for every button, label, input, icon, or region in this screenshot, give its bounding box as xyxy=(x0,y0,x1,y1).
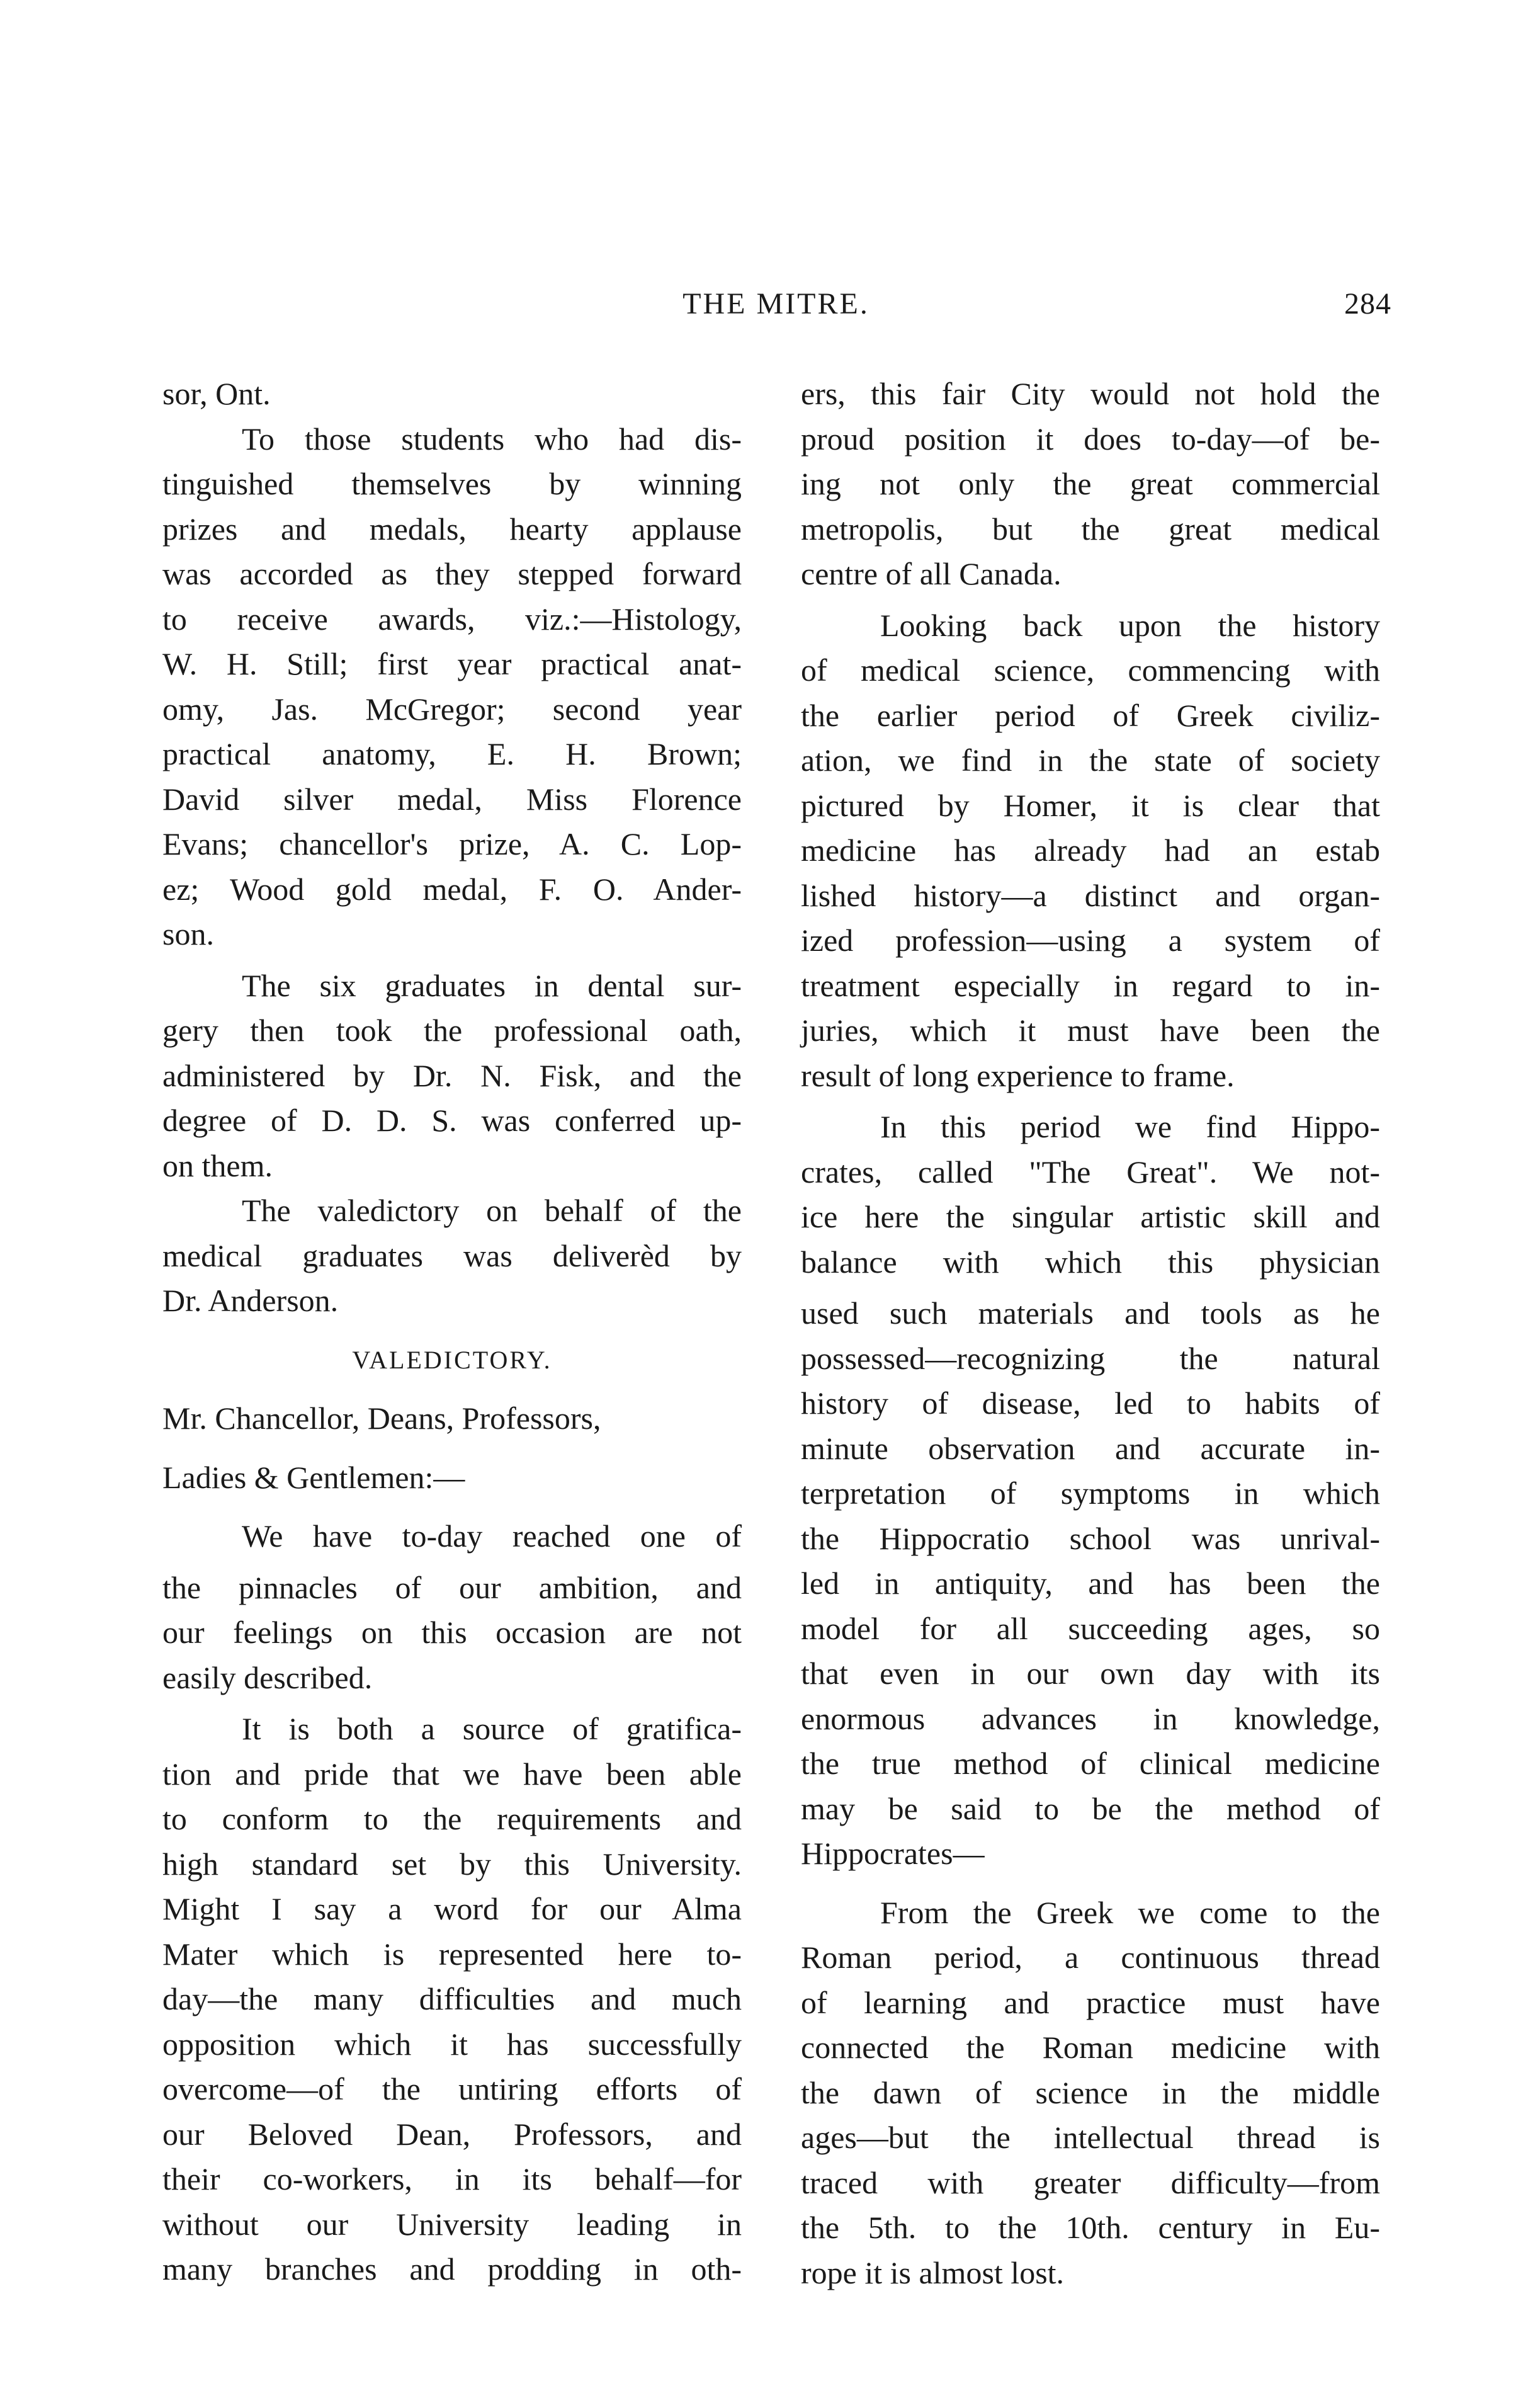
text-line: day—the many difficulties and much xyxy=(162,1981,742,2016)
text-line: The six graduates in dental sur- xyxy=(242,967,742,1003)
text-line: tinguished themselves by winning xyxy=(162,466,742,501)
text-line: proud position it does to-day—of be- xyxy=(801,421,1380,457)
text-line: sor, Ont. xyxy=(162,376,271,411)
text-line: to conform to the requirements and xyxy=(162,1801,742,1836)
text-line: that even in our own day with its xyxy=(801,1656,1380,1691)
text-line: centre of all Canada. xyxy=(801,556,1062,591)
text-line: balance with which this physician xyxy=(801,1244,1380,1280)
text-line: on them. xyxy=(162,1147,273,1183)
text-line: led in antiquity, and has been the xyxy=(801,1566,1380,1601)
running-title: THE MITRE. xyxy=(682,287,869,321)
text-line: degree of D. D. S. was conferred up- xyxy=(162,1103,742,1138)
text-line: rope it is almost lost. xyxy=(801,2254,1065,2290)
text-line: the earlier period of Greek civiliz- xyxy=(801,697,1380,733)
text-line: connected the Roman medicine with xyxy=(801,2030,1380,2065)
text-line: was accorded as they stepped forward xyxy=(162,556,742,591)
text-line: used such materials and tools as he xyxy=(801,1295,1380,1331)
text-line: our Beloved Dean, Professors, and xyxy=(162,2116,742,2152)
text-line: treatment especially in regard to in- xyxy=(801,967,1380,1003)
text-line: without our University leading in xyxy=(162,2206,742,2242)
text-line: Evans; chancellor's prize, A. C. Lop- xyxy=(162,826,742,861)
text-line: We have to-day reached one of xyxy=(242,1518,742,1554)
text-line: metropolis, but the great medical xyxy=(801,511,1380,547)
page-header xyxy=(161,287,1391,331)
text-line: ages—but the intellectual thread is xyxy=(801,2120,1380,2155)
text-line: the Hippocratio school was unrival- xyxy=(801,1520,1380,1556)
text-line: Might I say a word for our Alma xyxy=(162,1891,742,1926)
text-line: enormous advances in knowledge, xyxy=(801,1700,1380,1736)
text-line: practical anatomy, E. H. Brown; xyxy=(162,736,742,771)
text-line: to receive awards, viz.:—Histology, xyxy=(162,601,742,637)
text-line: Ladies & Gentlemen:— xyxy=(162,1459,465,1495)
text-line: model for all succeeding ages, so xyxy=(801,1610,1380,1646)
left-column xyxy=(162,372,742,2292)
text-line: administered by Dr. N. Fisk, and the xyxy=(162,1057,742,1093)
text-line: easily described. xyxy=(162,1659,373,1695)
text-line: omy, Jas. McGregor; second year xyxy=(162,691,742,727)
text-line: of learning and practice must have xyxy=(801,1984,1380,2020)
text-line: pictured by Homer, it is clear that xyxy=(801,787,1380,823)
text-line: terpretation of symptoms in which xyxy=(801,1475,1380,1511)
text-line: ation, we find in the state of society xyxy=(801,742,1380,778)
text-line: Roman period, a continuous thread xyxy=(801,1940,1380,1975)
text-line: may be said to be the method of xyxy=(801,1790,1380,1826)
right-column xyxy=(801,372,1380,2295)
text-line: gery then took the professional oath, xyxy=(162,1013,742,1048)
text-line: ing not only the great commercial xyxy=(801,466,1380,501)
text-line: To those students who had dis- xyxy=(242,421,742,457)
text-line: our feelings on this occasion are not xyxy=(162,1615,742,1650)
text-line: traced with greater difficulty—from xyxy=(801,2164,1380,2200)
page-number: 284 xyxy=(1344,287,1391,321)
text-line: Dr. Anderson. xyxy=(162,1283,339,1318)
text-line: juries, which it must have been the xyxy=(801,1013,1380,1048)
text-line: From the Greek we come to the xyxy=(880,1894,1380,1930)
text-line: of medical science, commencing with xyxy=(801,652,1380,688)
text-line: the pinnacles of our ambition, and xyxy=(162,1569,742,1605)
text-line: minute observation and accurate in- xyxy=(801,1430,1380,1466)
text-line: opposition which it has successfully xyxy=(162,2026,742,2062)
text-line: medicine has already had an estab xyxy=(801,833,1380,868)
text-line: result of long experience to frame. xyxy=(801,1057,1235,1093)
text-line: the true method of clinical medicine xyxy=(801,1746,1380,1781)
text-line: son. xyxy=(162,916,214,952)
text-line: crates, called "The Great". We not- xyxy=(801,1154,1380,1190)
text-line: ized profession—using a system of xyxy=(801,923,1380,958)
text-line: the dawn of science in the middle xyxy=(801,2074,1380,2110)
text-line: ers, this fair City would not hold the xyxy=(801,376,1380,411)
text-line: possessed—recognizing the natural xyxy=(801,1340,1380,1376)
text-line: overcome—of the untiring efforts of xyxy=(162,2071,742,2106)
text-line: their co-workers, in its behalf—for xyxy=(162,2161,742,2197)
text-line: many branches and prodding in oth- xyxy=(162,2251,742,2287)
text-line: David silver medal, Miss Florence xyxy=(162,781,742,817)
text-line: W. H. Still; first year practical anat- xyxy=(162,646,742,681)
text-line: In this period we find Hippo- xyxy=(880,1109,1380,1144)
text-line: tion and pride that we have been able xyxy=(162,1756,742,1792)
text-line: history of disease, led to habits of xyxy=(801,1385,1380,1421)
text-line: ice here the singular artistic skill and xyxy=(801,1199,1380,1234)
text-line: Mater which is represented here to- xyxy=(162,1936,742,1972)
text-line: Hippocrates— xyxy=(801,1836,985,1871)
text-line: Looking back upon the history xyxy=(880,607,1380,643)
text-line: The valedictory on behalf of the xyxy=(242,1193,742,1228)
text-line: medical graduates was deliverèd by xyxy=(162,1237,742,1273)
text-line: It is both a source of gratifica- xyxy=(242,1711,742,1746)
text-line: ez; Wood gold medal, F. O. Ander- xyxy=(162,871,742,907)
text-line: Mr. Chancellor, Deans, Professors, xyxy=(162,1401,601,1436)
text-line: high standard set by this University. xyxy=(162,1846,742,1882)
text-line: lished history—a distinct and organ- xyxy=(801,877,1380,913)
text-line: prizes and medals, hearty applause xyxy=(162,511,742,547)
text-line: the 5th. to the 10th. century in Eu- xyxy=(801,2210,1380,2245)
section-heading: VALEDICTORY. xyxy=(352,1345,552,1374)
